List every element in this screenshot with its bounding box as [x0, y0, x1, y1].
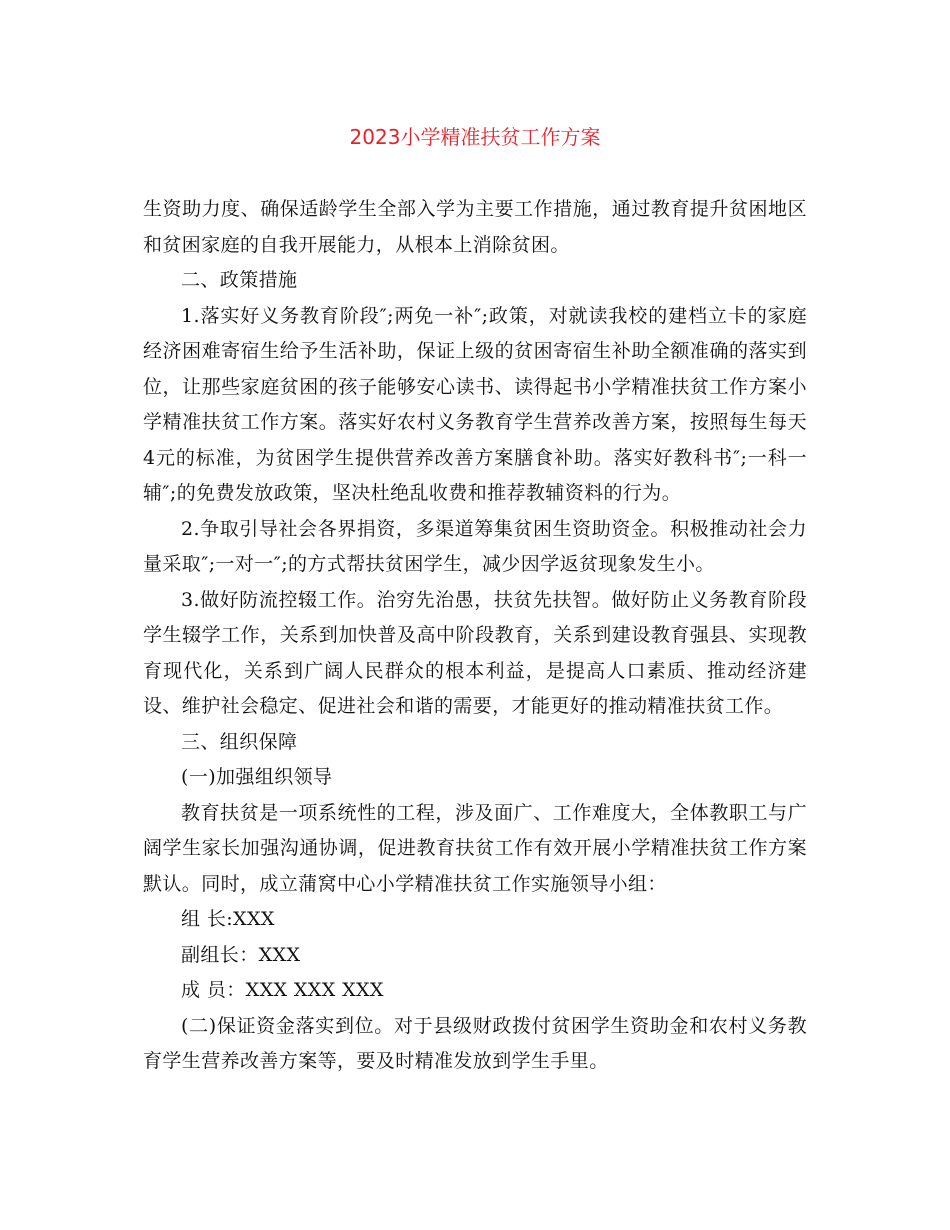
subheading-leadership: (一)加强组织领导: [181, 766, 333, 788]
members-line: 成 员：XXX XXX XXX: [181, 979, 384, 1001]
document-title: 2023小学精准扶贫工作方案: [349, 125, 601, 149]
paragraph-policy-1: 1.落实好义务教育阶段″;两免一补″;政策，对就读我校的建档立卡的家庭经济困难寄宿生给予生活补助，保证上级的贫困寄宿生补助全额准确的落实到位，让那些家庭贫困的孩子能够安心读书、读得起书小学精准扶贫工作方案小学精准扶贫工作方案。落实好农村义务教育学生营养改善方案，按照每生每天4元的标准，为贫困学生提供营养改善方案膳食补助。落实好教科书″;一科一辅″;的免费发放政策，坚决杜绝乱收费和推荐教辅资料的行为。: [143, 304, 807, 504]
document-body: [143, 192, 807, 1080]
paragraph-policy-2: 2.争取引导社会各界捐资，多渠道筹集贫困生资助资金。积极推动社会力量采取″;一对一″;的方式帮扶贫困学生，减少因学返贫现象发生小。: [143, 517, 807, 575]
deputy-leader-line: 副组长：XXX: [181, 943, 301, 966]
paragraph-continuation: 生资助力度、确保适龄学生全部入学为主要工作措施，通过教育提升贫困地区和贫困家庭的自我开展能力，从根本上消除贫困。: [143, 198, 807, 256]
section-heading-policy: 二、政策措施: [181, 269, 298, 291]
paragraph-leadership: 教育扶贫是一项系统性的工程，涉及面广、工作难度大，全体教职工与广阔学生家长加强沟通协调，促进教育扶贫工作有效开展小学精准扶贫工作方案默认。同时，成立蒲窝中心小学精准扶贫工作实施领导小组：: [143, 801, 807, 895]
paragraph-funding: (二)保证资金落实到位。对于县级财政拨付贫困学生资助金和农村义务教育学生营养改善方案等，要及时精准发放到学生手里。: [143, 1014, 807, 1072]
team-leader-line: 组 长:XXX: [181, 908, 275, 930]
paragraph-policy-3: 3.做好防流控辍工作。治穷先治愚，扶贫先扶智。做好防止义务教育阶段学生辍学工作，关系到加快普及高中阶段教育，关系到建设教育强县、实现教育现代化，关系到广阔人民群众的根本利益，是提高人口素质、推动经济建设、维护社会稳定、促进社会和谐的需要，才能更好的推动精准扶贫工作。: [143, 588, 807, 717]
section-heading-organization: 三、组织保障: [181, 730, 298, 753]
